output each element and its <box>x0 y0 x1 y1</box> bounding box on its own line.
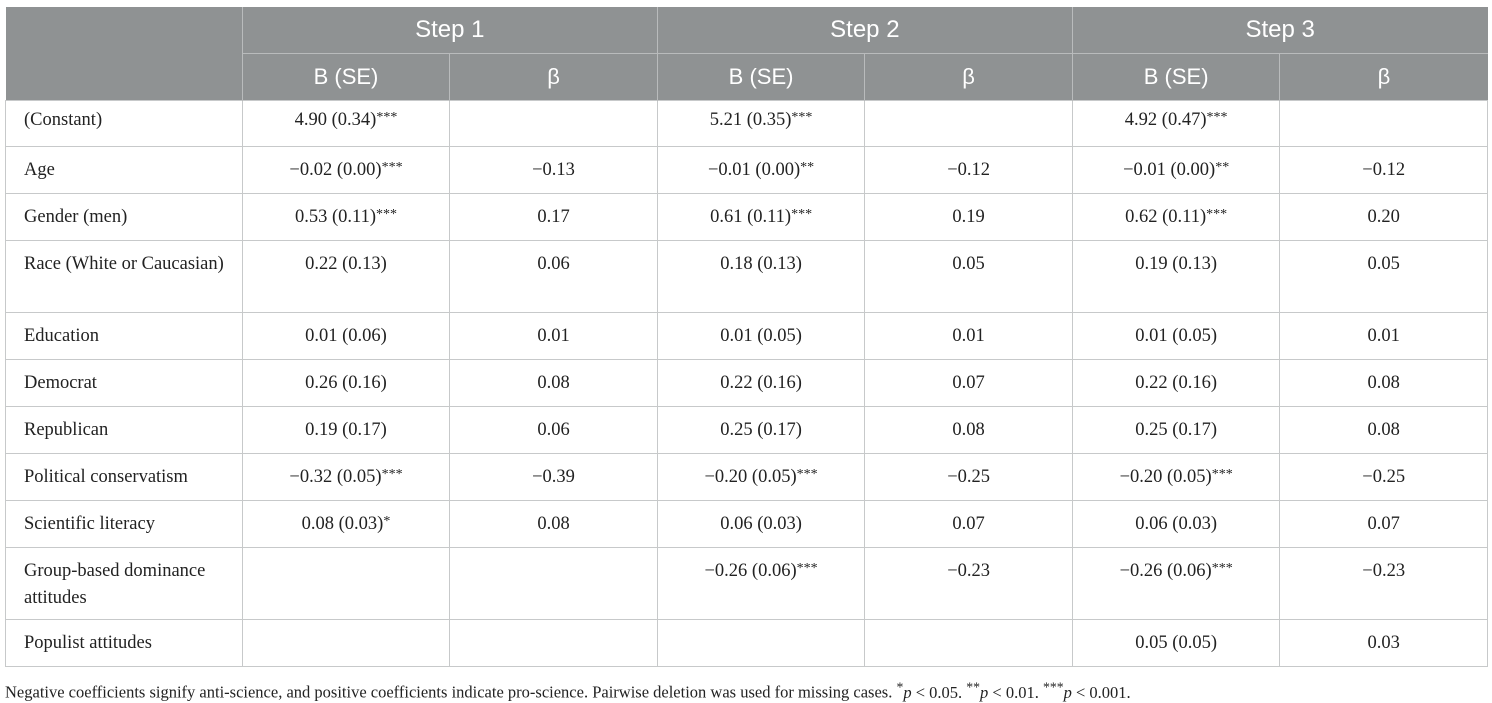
beta-cell <box>450 548 658 620</box>
row-label: Gender (men) <box>6 194 243 241</box>
b-se-cell <box>657 241 865 313</box>
subheader-b-se: B (SE) <box>1072 54 1280 101</box>
table-header <box>6 7 1488 101</box>
b-se-value: −0.32 (0.05) <box>289 467 382 487</box>
significance-stars: *** <box>1211 467 1233 482</box>
step-header: Step 2 <box>657 7 1072 54</box>
significance-stars: ** <box>1215 160 1230 175</box>
beta-cell: 0.01 <box>1280 313 1488 360</box>
b-se-cell <box>657 501 865 548</box>
header-corner <box>6 7 243 101</box>
b-se-value: 0.22 (0.16) <box>1135 373 1217 393</box>
b-se-cell <box>1072 501 1280 548</box>
b-se-value: 4.92 (0.47) <box>1124 110 1207 130</box>
b-se-cell <box>1072 101 1280 147</box>
beta-cell: −0.12 <box>865 147 1073 194</box>
b-se-value: −0.26 (0.06) <box>704 561 797 581</box>
beta-cell: 0.05 <box>1280 241 1488 313</box>
beta-cell: 0.07 <box>865 360 1073 407</box>
b-se-cell <box>242 147 450 194</box>
beta-cell: 0.01 <box>450 313 658 360</box>
b-se-value: 0.22 (0.16) <box>720 373 802 393</box>
b-se-cell <box>657 360 865 407</box>
b-se-value: 0.62 (0.11) <box>1125 207 1207 227</box>
b-se-cell <box>1072 454 1280 501</box>
table-row <box>6 454 1488 501</box>
regression-table <box>5 7 1488 667</box>
b-se-value: 0.06 (0.03) <box>720 514 802 534</box>
b-se-cell <box>242 360 450 407</box>
b-se-value: 0.25 (0.17) <box>720 420 802 440</box>
b-se-cell <box>242 194 450 241</box>
significance-stars: *** <box>376 207 397 222</box>
subheader-beta: β <box>450 54 658 101</box>
b-se-cell <box>657 101 865 147</box>
b-se-cell <box>1072 407 1280 454</box>
beta-cell: 0.17 <box>450 194 658 241</box>
significance-stars: *** <box>796 561 818 576</box>
b-se-cell <box>1072 194 1280 241</box>
b-se-value: 0.22 (0.13) <box>305 254 387 274</box>
beta-cell: 0.08 <box>1280 360 1488 407</box>
row-label: Republican <box>6 407 243 454</box>
b-se-value: −0.20 (0.05) <box>704 467 797 487</box>
beta-cell: 0.06 <box>450 241 658 313</box>
b-se-cell <box>657 194 865 241</box>
b-se-cell <box>242 407 450 454</box>
significance-stars: *** <box>1206 207 1228 222</box>
subheader-beta: β <box>1280 54 1488 101</box>
b-se-cell <box>657 313 865 360</box>
b-se-cell <box>657 407 865 454</box>
beta-cell: 0.20 <box>1280 194 1488 241</box>
significance-stars: *** <box>796 467 818 482</box>
beta-cell: −0.39 <box>450 454 658 501</box>
b-se-cell <box>657 620 865 667</box>
b-se-value: 0.18 (0.13) <box>720 254 802 274</box>
b-se-value: 0.25 (0.17) <box>1135 420 1217 440</box>
beta-cell: −0.13 <box>450 147 658 194</box>
beta-cell: 0.06 <box>450 407 658 454</box>
b-se-value: 0.05 (0.05) <box>1135 633 1217 653</box>
subheader-beta: β <box>865 54 1073 101</box>
table-row <box>6 241 1488 313</box>
beta-cell <box>450 101 658 147</box>
table-row <box>6 620 1488 667</box>
beta-cell: −0.25 <box>1280 454 1488 501</box>
b-se-value: 5.21 (0.35) <box>709 110 792 130</box>
b-se-cell <box>657 147 865 194</box>
b-se-value: 0.26 (0.16) <box>305 373 387 393</box>
b-se-cell <box>1072 360 1280 407</box>
b-se-cell <box>657 548 865 620</box>
table-row <box>6 147 1488 194</box>
step-header: Step 3 <box>1072 7 1487 54</box>
b-se-cell <box>1072 548 1280 620</box>
table-row <box>6 101 1488 147</box>
beta-cell: 0.07 <box>1280 501 1488 548</box>
b-se-cell <box>242 548 450 620</box>
beta-cell: 0.08 <box>1280 407 1488 454</box>
beta-cell: −0.23 <box>1280 548 1488 620</box>
table-row <box>6 313 1488 360</box>
b-se-cell <box>242 501 450 548</box>
b-se-cell <box>242 101 450 147</box>
b-se-value: −0.01 (0.00) <box>708 160 801 180</box>
b-se-cell <box>1072 313 1280 360</box>
row-label: Scientific literacy <box>6 501 243 548</box>
beta-cell: 0.08 <box>450 501 658 548</box>
b-se-value: 4.90 (0.34) <box>294 110 377 130</box>
b-se-cell <box>1072 241 1280 313</box>
beta-cell: 0.03 <box>1280 620 1488 667</box>
row-label: Political conservatism <box>6 454 243 501</box>
b-se-value: 0.19 (0.13) <box>1135 254 1217 274</box>
footnote-text: Negative coefficients signify anti-science, and positive coefficients indicate pro-science. Pairwise deletion was used for missing cases. <box>5 682 897 702</box>
table-row <box>6 548 1488 620</box>
beta-cell: 0.08 <box>865 407 1073 454</box>
beta-cell <box>865 620 1073 667</box>
table-row <box>6 407 1488 454</box>
beta-cell <box>1280 101 1488 147</box>
significance-stars: *** <box>791 110 813 125</box>
beta-cell <box>450 620 658 667</box>
b-se-cell <box>242 241 450 313</box>
b-se-cell <box>242 454 450 501</box>
subheader-b-se: B (SE) <box>242 54 450 101</box>
beta-cell: −0.12 <box>1280 147 1488 194</box>
b-se-cell <box>1072 147 1280 194</box>
table-row <box>6 501 1488 548</box>
sig-note: **p < 0.01. <box>966 679 1043 702</box>
significance-stars: *** <box>381 160 403 175</box>
b-se-value: −0.26 (0.06) <box>1119 561 1212 581</box>
row-label: (Constant) <box>6 101 243 147</box>
row-label: Populist attitudes <box>6 620 243 667</box>
significance-stars: * <box>383 514 391 529</box>
b-se-cell <box>1072 620 1280 667</box>
b-se-value: 0.61 (0.11) <box>710 207 792 227</box>
significance-stars: *** <box>1206 110 1228 125</box>
table-body <box>6 101 1488 667</box>
b-se-cell <box>657 454 865 501</box>
b-se-cell <box>242 620 450 667</box>
beta-cell: −0.23 <box>865 548 1073 620</box>
beta-cell: −0.25 <box>865 454 1073 501</box>
significance-stars: *** <box>1211 561 1233 576</box>
beta-cell: 0.07 <box>865 501 1073 548</box>
beta-cell: 0.01 <box>865 313 1073 360</box>
b-se-value: 0.08 (0.03) <box>301 514 384 534</box>
b-se-cell <box>242 313 450 360</box>
row-label: Group-based dominance attitudes <box>6 548 243 620</box>
beta-cell: 0.05 <box>865 241 1073 313</box>
significance-stars: *** <box>381 467 403 482</box>
row-label: Race (White or Caucasian) <box>6 241 243 313</box>
row-label: Education <box>6 313 243 360</box>
sig-note: ***p < 0.001. <box>1042 679 1131 702</box>
b-se-value: 0.01 (0.06) <box>305 326 387 346</box>
b-se-value: 0.01 (0.05) <box>720 326 802 346</box>
significance-stars: *** <box>376 110 398 125</box>
subheader-b-se: B (SE) <box>657 54 865 101</box>
beta-cell: 0.08 <box>450 360 658 407</box>
b-se-value: 0.19 (0.17) <box>305 420 387 440</box>
table-row <box>6 360 1488 407</box>
row-label: Democrat <box>6 360 243 407</box>
significance-stars: *** <box>791 207 813 222</box>
significance-stars: ** <box>800 160 815 175</box>
step-header: Step 1 <box>242 7 657 54</box>
table-row <box>6 194 1488 241</box>
b-se-value: −0.02 (0.00) <box>289 160 382 180</box>
beta-cell <box>865 101 1073 147</box>
b-se-value: −0.01 (0.00) <box>1123 160 1216 180</box>
table-footnote <box>5 679 1131 703</box>
sig-note: *p < 0.05. <box>896 679 967 702</box>
beta-cell: 0.19 <box>865 194 1073 241</box>
b-se-value: 0.53 (0.11) <box>294 207 376 227</box>
row-label: Age <box>6 147 243 194</box>
b-se-value: 0.06 (0.03) <box>1135 514 1217 534</box>
b-se-value: −0.20 (0.05) <box>1119 467 1212 487</box>
b-se-value: 0.01 (0.05) <box>1135 326 1217 346</box>
